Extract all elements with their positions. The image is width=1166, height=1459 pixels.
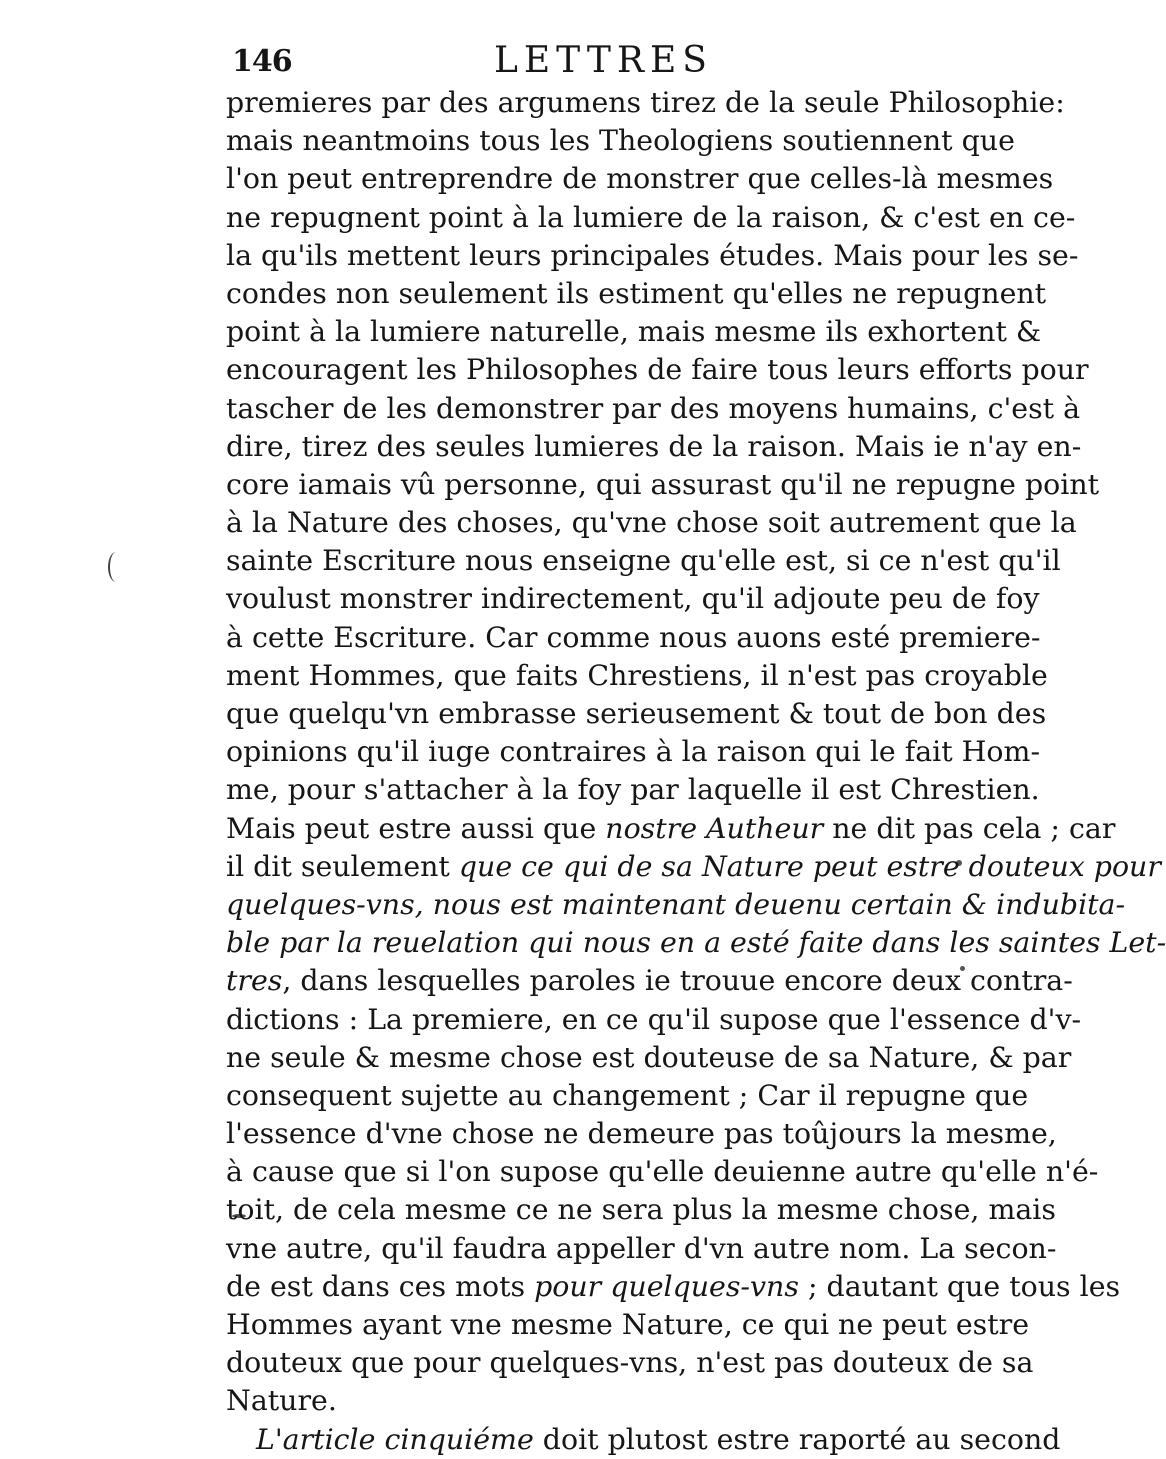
text-segment: encouragent les Philosophes de faire tous leurs efforts pour: [226, 353, 1089, 387]
italic-text: quelques-vns, nous est maintenant deuenu certain & indubita-: [226, 887, 1126, 921]
text-segment: ne seule & mesme chose est douteuse de sa Nature, & par: [226, 1040, 1072, 1074]
text-segment: Mais peut estre aussi que: [226, 811, 606, 845]
text-line: [226, 810, 1116, 848]
text-segment: l'on peut entreprendre de monstrer que celles-là mesmes: [226, 162, 1054, 196]
text-line: [226, 1153, 1099, 1191]
text-line: [226, 504, 1077, 542]
text-segment: Hommes ayant vne mesme Nature, ce qui ne peut estre: [226, 1308, 1030, 1341]
text-segment: premieres par des argumens tirez de la seule Philosophie:: [226, 86, 1065, 119]
text-segment: mais neantmoins tous les Theologiens soutiennent que: [226, 124, 1015, 158]
text-line: [226, 1421, 1061, 1459]
italic-text: que ce qui de sa Nature peut estre douteux pour: [458, 849, 1161, 883]
text-segment: sainte Escriture nous enseigne qu'elle est, si ce n'est qu'il: [226, 544, 1061, 578]
text-segment: doit plutost estre raporté au second: [533, 1422, 1061, 1456]
text-line: [226, 771, 1040, 809]
page-header: [232, 40, 952, 84]
text-line: [226, 390, 1081, 428]
text-segment: toit, de cela mesme ce ne sera plus la mesme chose, mais: [226, 1193, 1056, 1227]
text-line: [226, 1039, 1072, 1077]
text-segment: ment Hommes, que faits Chrestiens, il n'est pas croyable: [226, 658, 1048, 692]
text-line: [226, 351, 1089, 389]
italic-text: tres: [226, 964, 283, 998]
text-segment: dictions : La premiere, en ce qu'il supose que l'essence d'v-: [226, 1002, 1082, 1036]
text-line: [226, 1344, 1034, 1382]
text-line: [226, 199, 1076, 237]
text-line: [226, 122, 1015, 160]
text-segment: ; dautant que tous les: [798, 1269, 1121, 1303]
italic-text: L'article cinquiéme: [256, 1422, 534, 1456]
text-line: [226, 542, 1061, 580]
text-segment: la qu'ils mettent leurs principales études. Mais pour les se-: [226, 238, 1079, 272]
text-segment: Nature.: [226, 1384, 337, 1418]
text-line: [226, 1382, 956, 1420]
text-line: [226, 1077, 1029, 1115]
text-line: [226, 962, 1073, 1000]
text-line: [226, 580, 1040, 618]
text-line: [226, 733, 1041, 771]
text-segment: core iamais vû personne, qui assurast qu'il ne repugne point: [226, 467, 1100, 501]
text-line: [226, 695, 1047, 733]
text-line: [226, 657, 1048, 695]
text-line: [226, 1230, 1057, 1268]
text-segment: à cause que si l'on supose qu'elle deuienne autre qu'elle n'é-: [226, 1155, 1099, 1189]
text-line: [226, 237, 1079, 275]
text-line: [226, 886, 1126, 924]
text-line: [226, 275, 1047, 313]
text-line: [226, 313, 1042, 351]
text-line: [226, 466, 1100, 504]
text-segment: douteux que pour quelques-vns, n'est pas douteux de sa: [226, 1346, 1034, 1380]
text-segment: tascher de les demonstrer par des moyens humains, c'est à: [226, 391, 1081, 425]
text-segment: voulust monstrer indirectement, qu'il adjoute peu de foy: [226, 582, 1040, 616]
text-line: [226, 1001, 1082, 1039]
italic-text: ble par la reuelation qui nous en a esté faite dans les saintes Let-: [226, 926, 1166, 960]
text-segment: vne autre, qu'il faudra appeller d'vn autre nom. La secon-: [226, 1231, 1057, 1265]
text-segment: de est dans ces mots: [226, 1269, 535, 1303]
text-segment: opinions qu'il iuge contraires à la raison qui le fait Hom-: [226, 735, 1041, 769]
text-line: [226, 160, 1054, 198]
margin-bracket-mark: [108, 552, 124, 582]
text-line: [226, 924, 1166, 962]
italic-text: nostre Autheur: [605, 811, 824, 845]
text-segment: dire, tirez des seules lumieres de la raison. Mais ie n'ay en-: [226, 429, 1082, 463]
text-segment: consequent sujette au changement ; Car il repugne que: [226, 1078, 1029, 1112]
text-segment: me, pour s'attacher à la foy par laquelle il est Chrestien.: [226, 773, 1040, 807]
text-segment: condes non seulement ils estiment qu'elles ne repugnent: [226, 276, 1047, 310]
text-line: [226, 84, 1065, 122]
italic-text: pour quelques-vns: [534, 1269, 799, 1303]
text-segment: point à la lumiere naturelle, mais mesme ils exhortent &: [226, 315, 1042, 349]
text-line: [226, 848, 1161, 886]
text-segment: à la Nature des choses, qu'vne chose soit autrement que la: [226, 506, 1077, 540]
text-segment: il dit seulement: [226, 849, 459, 883]
body-text: [226, 84, 1166, 1459]
text-line: [226, 1268, 1121, 1306]
text-line: [226, 1191, 1056, 1229]
text-segment: ne repugnent point à la lumiere de la raison, & c'est en ce-: [226, 200, 1076, 234]
text-line: [226, 428, 1082, 466]
running-title: LETTRES: [494, 40, 713, 81]
text-segment: ne dit pas cela ; car: [823, 811, 1116, 845]
text-segment: l'essence d'vne chose ne demeure pas toûjours la mesme,: [226, 1117, 1057, 1151]
text-line: [226, 1115, 1057, 1153]
text-segment: que quelqu'vn embrasse serieusement & tout de bon des: [226, 697, 1047, 730]
text-segment: à cette Escriture. Car comme nous auons esté premiere-: [226, 620, 1041, 654]
text-line: [226, 1306, 1030, 1344]
text-line: [226, 619, 1041, 657]
page-number: 146: [232, 44, 292, 79]
text-segment: , dans lesquelles paroles ie trouue encore deux contra-: [282, 964, 1073, 998]
